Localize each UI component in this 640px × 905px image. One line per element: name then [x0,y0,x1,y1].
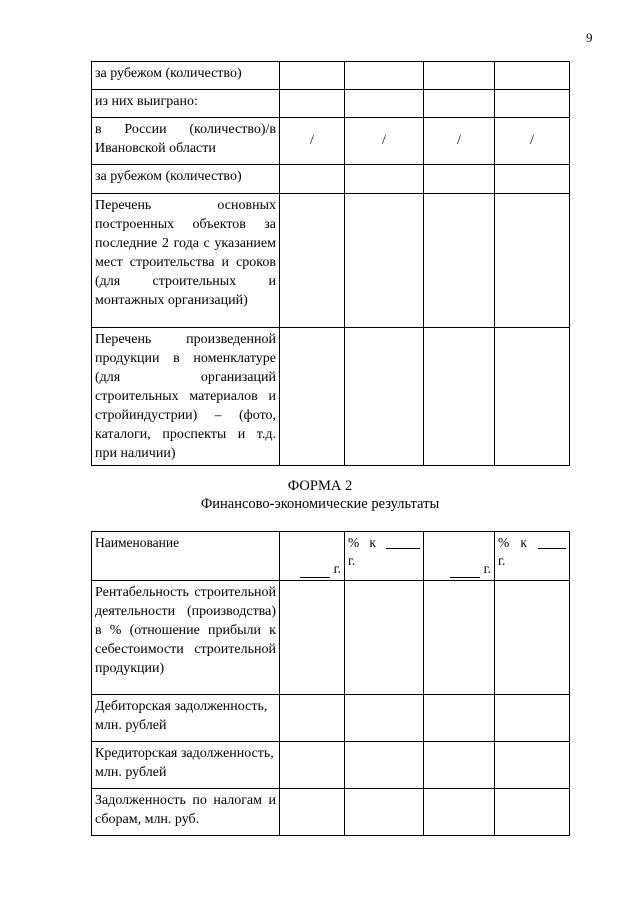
table-cell[interactable] [345,695,424,742]
table-cell[interactable] [280,789,345,836]
form-title: ФОРМА 2 [287,478,353,494]
slash-cell[interactable]: / [280,118,345,165]
table-row [92,118,570,165]
table-cell[interactable] [345,581,424,695]
table-cell[interactable] [424,581,495,695]
table-row [92,62,570,90]
row-label: из них выиграно: [92,90,280,118]
table-cell[interactable] [345,90,424,118]
table-cell[interactable] [424,90,495,118]
header-year-1: г. [280,532,345,581]
row-label: Задолженность по налогам и сборам, млн. руб. [92,789,280,836]
table-row [92,695,570,742]
table-header-row [92,532,570,581]
table-cell[interactable] [280,581,345,695]
page-number: 9 [586,30,593,45]
table-row [92,581,570,695]
table-cell[interactable] [495,328,570,466]
table-row [92,194,570,328]
table-cell[interactable] [280,90,345,118]
form-subtitle: Финансово-экономические результаты [200,496,440,512]
table-cell[interactable] [495,581,570,695]
row-label: за рубежом (количество) [92,165,280,194]
header-percent-1: % к г. [345,532,424,581]
slash-cell[interactable]: / [424,118,495,165]
table-cell[interactable] [345,194,424,328]
table-cell[interactable] [424,194,495,328]
header-year-2: г. [424,532,495,581]
table-cell[interactable] [345,742,424,789]
table-cell[interactable] [495,165,570,194]
table-cell[interactable] [495,695,570,742]
header-name: Наименование [92,532,280,581]
table-row [92,328,570,466]
table-cell[interactable] [424,165,495,194]
table-cell[interactable] [280,165,345,194]
table-cell[interactable] [345,165,424,194]
table-cell[interactable] [424,742,495,789]
table-cell[interactable] [280,328,345,466]
financial-results-table [91,531,570,836]
row-label: Дебиторская задолженность, млн. рублей [92,695,280,742]
table-cell[interactable] [495,62,570,90]
table-row [92,90,570,118]
slash-cell[interactable]: / [345,118,424,165]
table-cell[interactable] [495,90,570,118]
table-row [92,165,570,194]
table-cell[interactable] [495,742,570,789]
table-cell[interactable] [280,62,345,90]
table-cell[interactable] [424,695,495,742]
table-cell[interactable] [280,742,345,789]
table-row [92,789,570,836]
table-cell[interactable] [424,328,495,466]
row-label: Кредиторская задолженность, млн. рублей [92,742,280,789]
slash-cell[interactable]: / [495,118,570,165]
row-label: в России (количество)/в Ивановской области [92,118,280,165]
table-cell[interactable] [495,789,570,836]
table-cell[interactable] [424,789,495,836]
table-row [92,742,570,789]
row-label: Перечень основных построенных объектов за последние 2 года с указанием мест строительства и сроков (для строительных и монтажных организаций) [92,194,280,328]
table-cell[interactable] [280,695,345,742]
table-cell[interactable] [345,789,424,836]
row-label: Перечень произведенной продукции в номенклатуре (для организаций строительных материалов и стройиндустрии) – (фото, каталоги, проспекты и т.д. при наличии) [92,328,280,466]
table-cell[interactable] [345,62,424,90]
table-cell[interactable] [280,194,345,328]
row-label: Рентабельность строительной деятельности (производства) в % (отношение прибыли к себестоимости строительной продукции) [92,581,280,695]
table-cell[interactable] [495,194,570,328]
participation-table [91,61,570,466]
table-cell[interactable] [345,328,424,466]
header-percent-2: % к г. [495,532,570,581]
row-label: за рубежом (количество) [92,62,280,90]
table-cell[interactable] [424,62,495,90]
